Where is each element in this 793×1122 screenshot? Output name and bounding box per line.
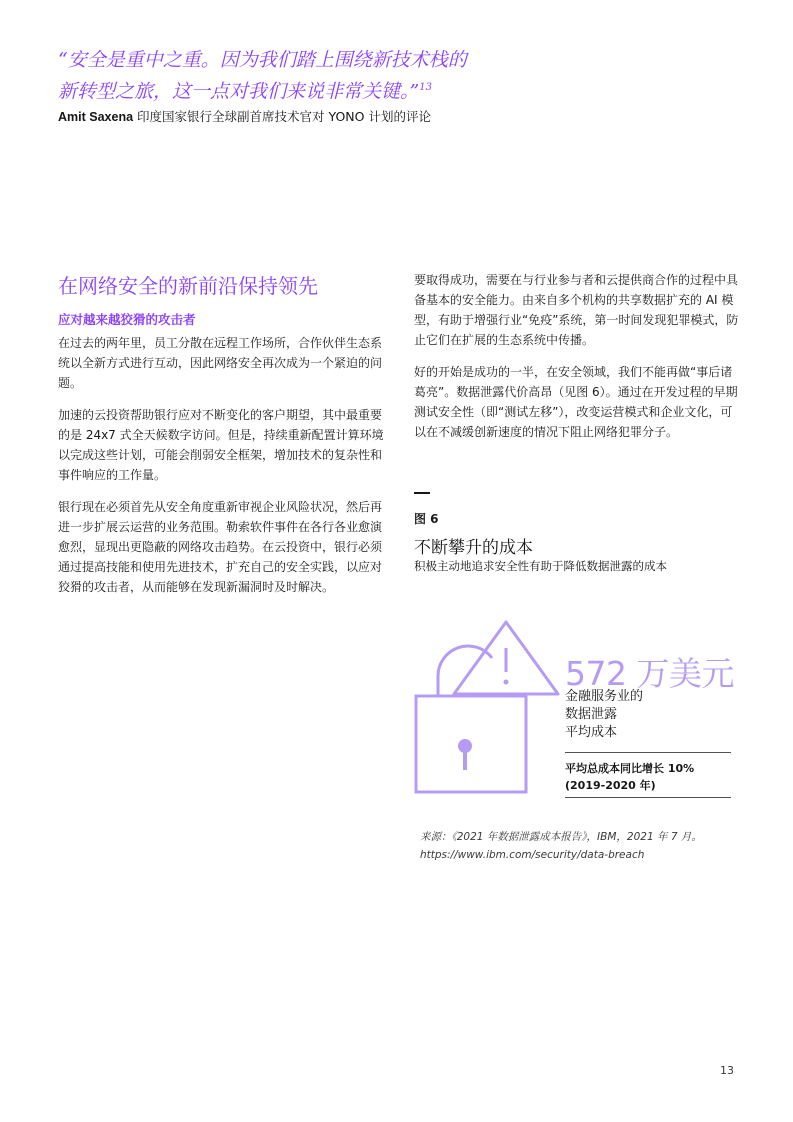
left-paragraph-1: 在过去的两年里，员工分散在远程工作场所，合作伙伴生态系统以全新方式进行互动，因此网络安全再次成为一个紧迫的问题。: [58, 336, 383, 390]
cost-description: [565, 688, 643, 742]
cost-increase-note: [565, 760, 694, 794]
left-paragraph-2: 加速的云投资帮助银行应对不断变化的客户期望，其中最重要的是 24x7 式全天候数字访问。但是，持续重新配置计算环境以完成这些计划，可能会削弱安全框架，增加技术的复杂性和事件响应的工作量。: [58, 408, 384, 482]
desc-line-1: 金融服务业的: [565, 689, 644, 704]
divider-bottom: [565, 797, 731, 798]
figure-divider: [414, 492, 430, 494]
desc-line-3: 平均成本: [565, 725, 618, 740]
divider-top: [565, 752, 731, 753]
quote-line-1: “安全是重中之重。因为我们踏上围绕新技术栈的: [58, 49, 467, 71]
lock-warning-icon: [412, 618, 562, 798]
page-number: 13: [720, 1064, 734, 1077]
right-paragraph-2: 好的开始是成功的一半，在安全领域，我们不能再做“事后诸葛亮”。数据泄露代价高昂（见图 6）。通过在开发过程的早期测试安全性（即“测试左移”），改变运营模式和企业文化，可以在不减缓创新速度的情况下阻止网络犯罪分子。: [414, 365, 738, 439]
section-subhead: 应对越来越狡猾的攻击者: [58, 312, 196, 327]
source-link[interactable]: https://www.ibm.com/security/data-breach: [420, 849, 645, 861]
attribution-name: Amit Saxena: [58, 110, 134, 124]
left-column: [58, 333, 386, 609]
figure-title: 不断攀升的成本: [414, 538, 533, 558]
increase-line-2: (2019-2020 年): [565, 779, 656, 792]
quote-line-2-text: 新转型之旅，这一点对我们来说非常关键。”: [58, 80, 420, 103]
section-title: 在网络安全的新前沿保持领先: [58, 274, 318, 298]
increase-line-1: 平均总成本同比增长 10%: [565, 762, 695, 775]
desc-line-2: 数据泄露: [565, 707, 618, 722]
quote-footnote: 13: [419, 82, 432, 93]
source-line-1: 来源：《2021 年数据泄露成本报告》，IBM，2021 年 7 月。: [420, 831, 702, 843]
figure-subtitle: 积极主动地追求安全性有助于降低数据泄露的成本: [414, 559, 667, 573]
right-paragraph-1: 要取得成功，需要在与行业参与者和云提供商合作的过程中具备基本的安全能力。由来自多个机构的共享数据扩充的 AI 模型，有助于增强行业“免疫”系统，第一时间发现犯罪模式，防止它们在扩展的生态系统中传播。: [414, 273, 739, 347]
figure-label: 图 6: [414, 512, 439, 526]
attribution-role: 印度国家银行全球副首席技术官对 YONO 计划的评论: [137, 109, 431, 124]
cost-figure: 572 万美元: [565, 654, 734, 693]
quote-attribution: [58, 107, 431, 125]
source-note: [420, 828, 702, 864]
left-paragraph-3: 银行现在必须首先从安全角度重新审视企业风险状况，然后再进一步扩展云运营的业务范围。勒索软件事件在各行各业愈演愈烈，显现出更隐蔽的网络攻击趋势。在云投资中，银行必须通过提高技能和使用先进技术，扩充自己的安全实践，以应对狡猾的攻击者，从而能够在发现新漏洞时及时解决。: [58, 500, 383, 594]
quote-line-2: [58, 74, 538, 105]
pull-quote: [58, 46, 538, 105]
right-column: [414, 270, 740, 454]
